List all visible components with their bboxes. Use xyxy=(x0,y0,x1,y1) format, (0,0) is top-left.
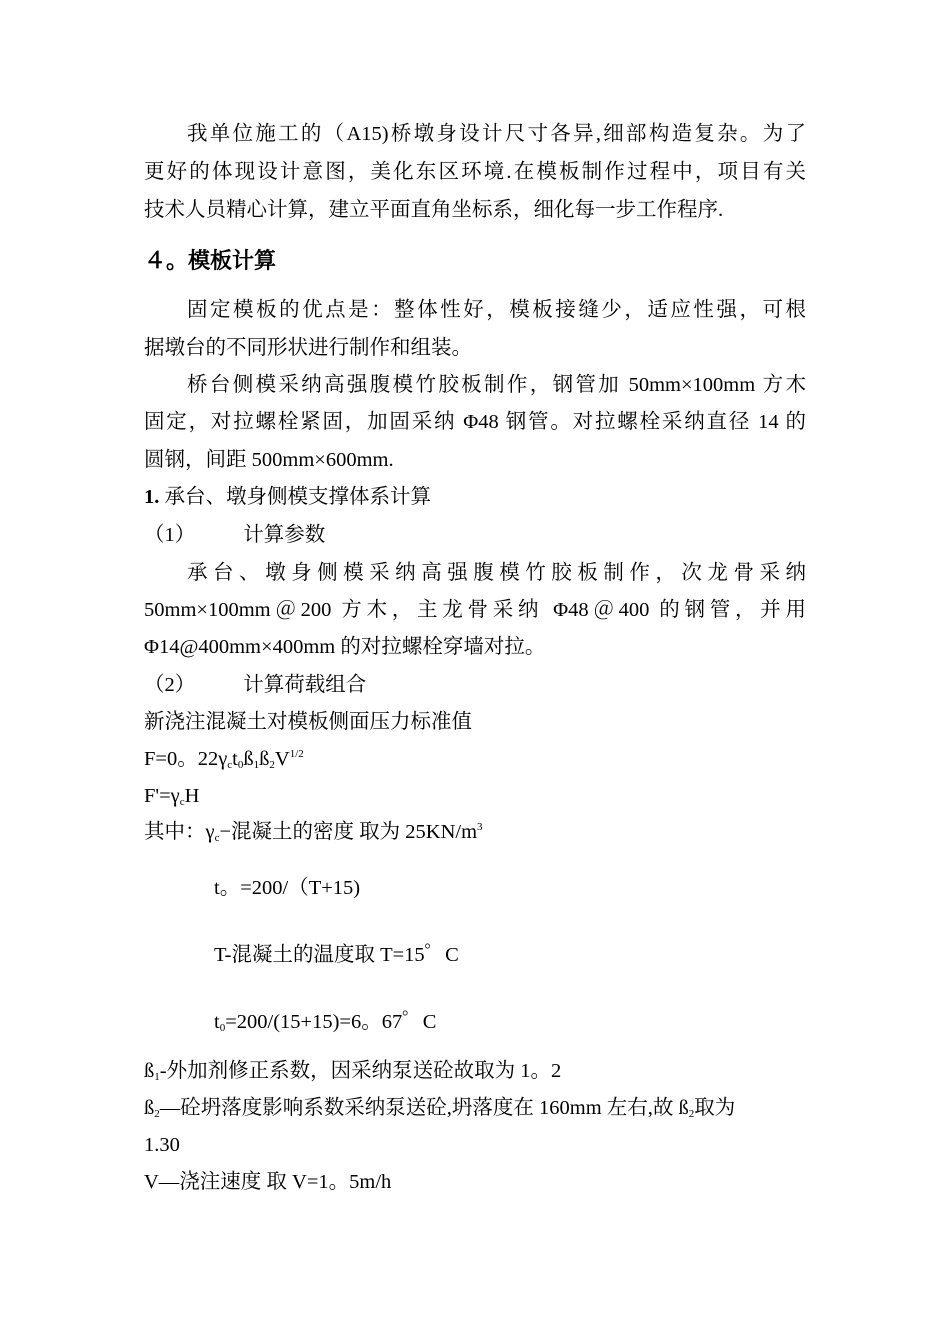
intro-line-1: 我单位施工的（A15)桥墩身设计尺寸各异,细部构造复杂。为了 xyxy=(187,123,806,145)
temperature-line: T-混凝土的温度取 T=15゜C xyxy=(214,944,459,966)
paragraph-1-line-1: 固定模板的优点是：整体性好，模板接缝少，适应性强，可根 xyxy=(187,299,806,321)
subsection-1-heading xyxy=(144,483,431,511)
item-1-heading xyxy=(144,521,325,549)
beta-2-line: $ß_2—$砼坍落度影响系数采纳泵送砼,坍落度在 160mm 左右,故 $ß_2$取为 xyxy=(144,1097,736,1120)
intro-line-3: 技术人员精心计算，建立平面直角坐标系，细化每一步工作程序. xyxy=(144,199,724,221)
formula-f-prime: $F'=\gamma_cH$ xyxy=(144,785,200,808)
pressure-description: 新浇注混凝土对模板侧面压力标准值 xyxy=(144,711,472,733)
item-title: 计算参数 xyxy=(243,524,326,546)
where-density: 其中：$\gamma_c-$混凝土的密度 取为 $25KN/m^3$ xyxy=(144,821,483,844)
paragraph-3-line-2: 50mm×100mm＠200 方木，主龙骨采纳 Φ48＠400 的钢管，并用 xyxy=(144,599,806,621)
item-number: （1） xyxy=(144,524,196,546)
formula-f: F=0。$22\gamma_ct_0ß_1ß_2V^{1/2}$ xyxy=(144,748,304,771)
paragraph-3-line-1: 承台、墩身侧模采纳高强腹模竹胶板制作，次龙骨采纳 xyxy=(187,562,806,584)
item-title: 计算荷载组合 xyxy=(243,674,367,696)
item-2-heading xyxy=(144,671,366,699)
item-number: （2） xyxy=(144,674,196,696)
formula-t: t。=200/（T+15) xyxy=(214,877,361,899)
paragraph-1-line-2: 据墩台的不同形状进行制作和组装。 xyxy=(144,337,472,359)
formula-t0: $t_0=200/(15+15)=6$。67゜C xyxy=(214,1011,437,1034)
paragraph-3-line-3: Φ14@400mm×400mm 的对拉螺栓穿墙对拉。 xyxy=(144,636,546,658)
intro-line-2: 更好的体现设计意图，美化东区环境.在模板制作过程中，项目有关 xyxy=(144,161,806,183)
section-heading: ４。模板计算 xyxy=(144,249,277,274)
beta-1-line: $ß_1-$外加剂修正系数，因采纳泵送砼故取为 1。2 xyxy=(144,1060,562,1083)
paragraph-2-line-2: 固定，对拉螺栓紧固，加固采纳 Φ48 钢管。对拉螺栓采纳直径 14 的 xyxy=(144,411,806,433)
subsection-number: 1. xyxy=(144,486,160,508)
beta-2-value: 1.30 xyxy=(144,1134,180,1156)
paragraph-2-line-1: 桥台侧模采纳高强腹模竹胶板制作，钢管加 50mm×100mm 方木 xyxy=(187,374,806,396)
subsection-title: 承台、墩身侧模支撑体系计算 xyxy=(159,486,431,508)
velocity-line: V—浇注速度 取 V=1。5m/h xyxy=(144,1171,392,1193)
paragraph-2-line-3: 圆钢，间距 500mm×600mm. xyxy=(144,449,394,471)
